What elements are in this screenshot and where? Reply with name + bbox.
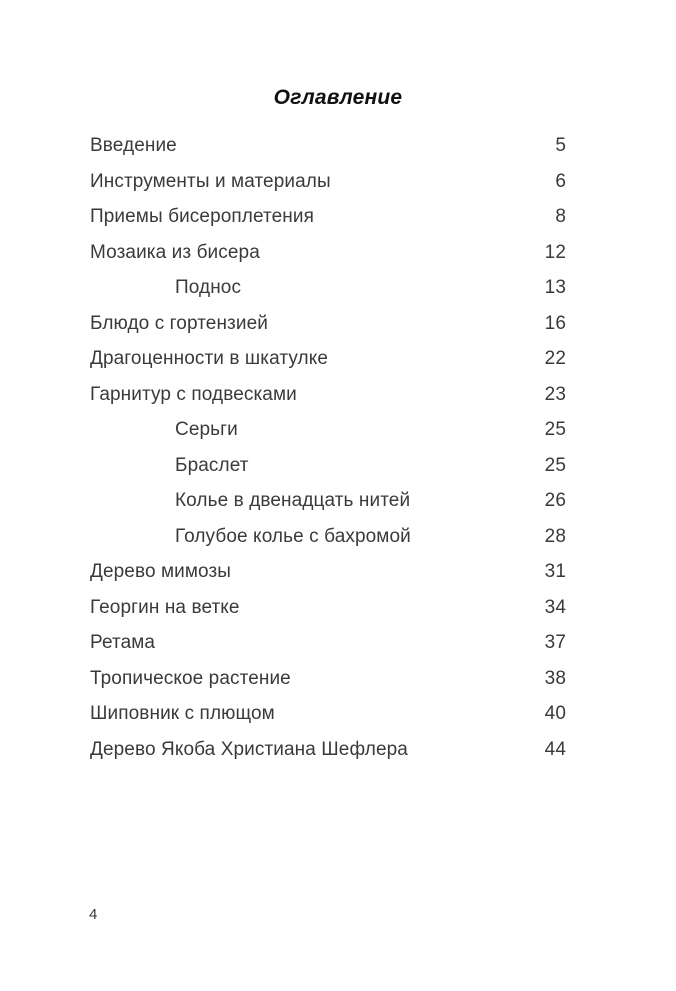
toc-entry [90, 737, 566, 773]
toc-entry-page: 12 [544, 241, 566, 263]
toc-entry-page: 5 [555, 135, 566, 156]
toc-entry-label: Дерево Якоба Христиана Шефлера [90, 738, 408, 760]
toc-entry-label: Гарнитур с подвесками [90, 383, 297, 405]
toc-entry-label: Ретама [90, 632, 156, 653]
toc-subentry [90, 417, 566, 453]
toc-entry-page: 13 [544, 277, 566, 298]
toc-entry [90, 595, 566, 631]
toc-entry [90, 559, 566, 595]
toc-entry-page: 16 [544, 312, 566, 334]
toc-entry [90, 169, 566, 205]
toc-entry-page: 38 [544, 667, 566, 689]
toc-entry [90, 382, 566, 418]
toc-subentry [90, 524, 566, 560]
toc-entry-label: Инструменты и материалы [90, 170, 331, 192]
toc-entry-label: Георгин на ветке [90, 596, 240, 618]
toc-subentry [90, 453, 566, 489]
toc-entry-label: Драгоценности в шкатулке [90, 348, 329, 369]
toc-entry [90, 240, 566, 276]
toc-entry-page: 25 [544, 419, 566, 440]
toc-entry-page: 25 [544, 454, 566, 476]
toc-entry-label: Браслет [175, 454, 249, 476]
toc-entry-page: 40 [544, 703, 566, 724]
toc-entry [90, 133, 566, 169]
toc-entry-page: 23 [544, 383, 566, 405]
toc-entry-label: Шиповник с плющом [90, 703, 275, 724]
toc-entry-label: Блюдо с гортензией [90, 312, 268, 334]
toc-entry-page: 6 [555, 170, 566, 192]
toc-entry-page: 37 [544, 632, 566, 653]
page-number: 4 [89, 906, 98, 923]
toc-entry [90, 630, 566, 666]
toc-entry-page: 8 [555, 206, 566, 227]
toc-entry-label: Введение [90, 135, 177, 156]
toc-entry-page: 22 [544, 348, 566, 369]
toc-entry-label: Колье в двенадцать нитей [175, 490, 411, 511]
toc-entry-page: 26 [544, 490, 566, 511]
toc-entry-label: Голубое колье с бахромой [175, 525, 411, 547]
toc-entry-label: Приемы бисероплетения [90, 206, 314, 227]
toc-subentry [90, 275, 566, 311]
toc-entry-label: Поднос [175, 277, 242, 298]
toc-entry [90, 311, 566, 347]
toc-entry [90, 701, 566, 737]
toc-entry-label: Дерево мимозы [90, 561, 232, 582]
toc-entry-label: Серьги [175, 419, 238, 440]
toc-entry [90, 204, 566, 240]
toc-entry-page: 28 [544, 525, 566, 547]
toc-entry [90, 346, 566, 382]
toc-entry-page: 34 [544, 596, 566, 618]
toc-entry-label: Мозаика из бисера [90, 241, 260, 263]
toc-entry-label: Тропическое растение [90, 667, 291, 689]
table-of-contents [90, 133, 566, 772]
toc-entry [90, 666, 566, 702]
toc-entry-page: 31 [544, 561, 566, 582]
toc-entry-page: 44 [544, 738, 566, 760]
toc-subentry [90, 488, 566, 524]
toc-title: Оглавление [273, 86, 403, 109]
